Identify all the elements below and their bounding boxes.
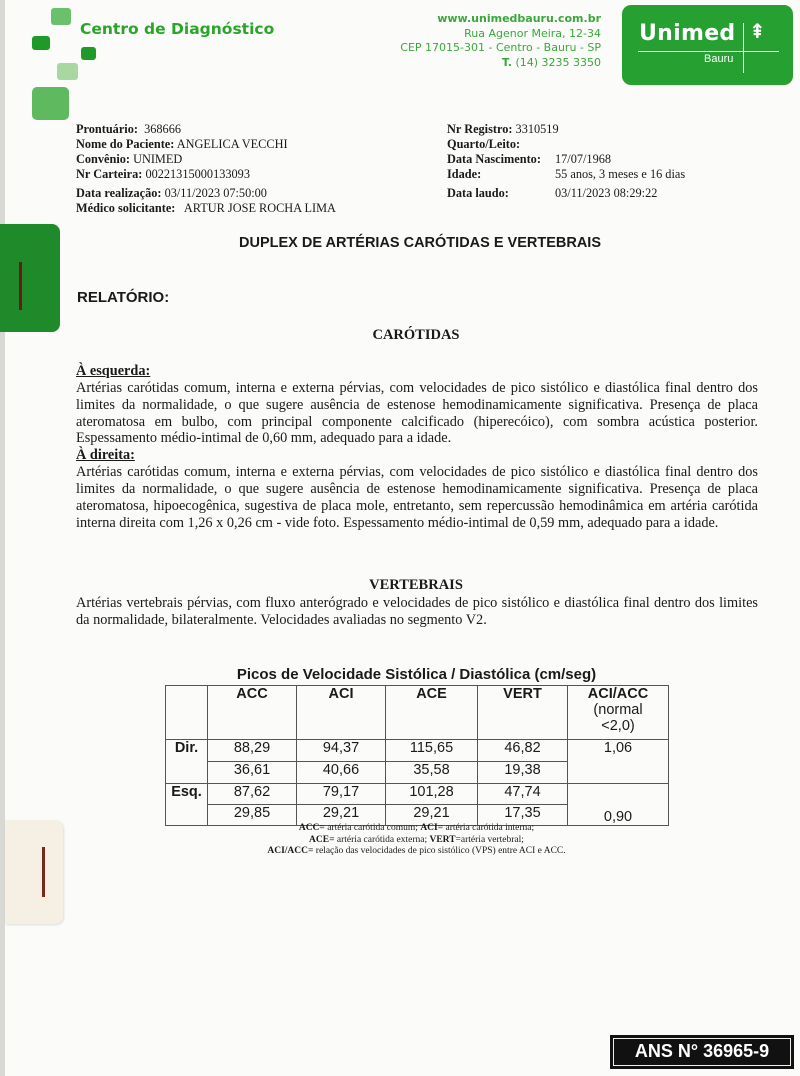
logo-tree-icon: ⇞ <box>749 19 766 43</box>
address: Rua Agenor Meira, 12-34 <box>464 26 601 40</box>
direita-heading: À direita: <box>76 447 135 464</box>
data-realizacao-row <box>76 186 336 201</box>
patient-info-left <box>76 122 336 216</box>
table-cell: 79,17 <box>297 784 386 805</box>
registro-row <box>447 122 559 137</box>
table-header-ratio <box>568 686 669 740</box>
medico-label: Médico solicitante: <box>76 201 176 215</box>
data-laudo-label: Data laudo: <box>447 186 509 200</box>
registro-value: 3310519 <box>515 122 559 136</box>
table-caption: Picos de Velocidade Sistólica / Diastólica (cm/seg) <box>236 666 597 683</box>
logo-hline <box>638 51 779 52</box>
cream-divider-tab <box>5 820 63 924</box>
esquerda-heading: À esquerda: <box>76 363 151 379</box>
table-row <box>166 740 669 762</box>
data-realizacao-value: 03/11/2023 07:50:00 <box>164 186 267 200</box>
ratio-header-line: <2,0) <box>601 718 635 734</box>
carotidas-section <box>76 363 758 531</box>
report-title: DUPLEX DE ARTÉRIAS CARÓTIDAS E VERTEBRAIS <box>239 235 601 251</box>
esquerda-text: Artérias carótidas comum, interna e externa pérvias, com velocidades de pico sistólico e diastólica final dentro dos limites da normalidade, o que sugere ausência de estenose hemodinamicamente significativa. Presença de placa ateromatosa em bulbo, com principal componente calcificado (hiperecóico), com sombra acústica posterior. Espessamento médio-intimal de 0,60 mm, adequado para a idade. <box>76 380 758 447</box>
nascimento-label: Data Nascimento: <box>447 152 541 166</box>
direita-text: Artérias carótidas comum, interna e externa pérvias, com velocidades de pico sistólico e diastólica final dentro dos limites da normalidade, o que sugere ausência de estenose hemodinamicamente significativa. Presença de placa ateromatosa, hipoecogênica, sugestiva de placa mole, entretanto, sem repercussão hemodinâmica em artéria carótida interna direita com 1,26 x 0,26 cm - vide foto. Espessamento médio-intimal de 0,59 mm, adequado para a idade. <box>76 464 758 531</box>
data-laudo-row <box>447 186 658 201</box>
data-realizacao-label: Data realização: <box>76 186 162 200</box>
nome-row <box>76 137 336 152</box>
table-cell: 29,21 <box>386 805 478 826</box>
legend-abbr: ACI= <box>420 823 444 833</box>
registro-label: Nr Registro: <box>447 122 513 136</box>
vertebrais-heading: VERTEBRAIS <box>369 577 463 593</box>
table-cell: 29,85 <box>208 805 297 826</box>
table-cell: 35,58 <box>386 762 478 784</box>
nome-label: Nome do Paciente: <box>76 137 175 151</box>
table-cell: 94,37 <box>297 740 386 762</box>
quarto-row <box>447 137 559 152</box>
patient-info-right <box>447 122 686 201</box>
data-laudo-value: 03/11/2023 08:29:22 <box>555 186 658 200</box>
phone-line <box>400 56 601 71</box>
carteira-label: Nr Carteira: <box>76 167 143 181</box>
website-link[interactable]: www.unimedbauru.com.br <box>437 12 601 25</box>
carteira-value: 00221315000133093 <box>145 167 250 181</box>
nascimento-row <box>447 152 612 167</box>
table-header-cell: ACI <box>297 686 386 740</box>
table-cell: 115,65 <box>386 740 478 762</box>
table-cell: 29,21 <box>297 805 386 826</box>
medico-value: ARTUR JOSE ROCHA LIMA <box>183 201 336 215</box>
table-cell: 40,66 <box>297 762 386 784</box>
table-header-cell: ACE <box>386 686 478 740</box>
table-cell: 19,38 <box>478 762 568 784</box>
vertebrais-text: Artérias vertebrais pérvias, com fluxo anterógrado e velocidades de pico sistólico e diastólica final dentro dos limites da normalidade, bilateralmente. Velocidades avaliadas no segmento V2. <box>76 595 758 628</box>
table-cell: 87,62 <box>208 784 297 805</box>
table-row <box>166 784 669 805</box>
table-cell: 36,61 <box>208 762 297 784</box>
cep-line: CEP 17015-301 - Centro - Bauru - SP <box>400 41 601 54</box>
convenio-label: Convênio: <box>76 152 130 166</box>
ratio-cell: 1,06 <box>568 740 669 784</box>
ratio-header-line: ACI/ACC <box>587 686 649 702</box>
table-header-cell <box>166 686 208 740</box>
table-header-cell: VERT <box>478 686 568 740</box>
legend-line <box>165 846 668 858</box>
legend-line <box>165 823 668 835</box>
table-cell: 101,28 <box>386 784 478 805</box>
legend-abbr: VERT <box>429 834 456 845</box>
logo-square-icon <box>32 36 50 50</box>
legend-text: =artéria vertebral; <box>455 834 524 845</box>
legend-text: artéria carótida interna; <box>443 823 535 833</box>
phone-label: T. <box>501 55 512 69</box>
table-cell: 17,35 <box>478 805 568 826</box>
medico-row <box>76 201 336 216</box>
table-cell: 47,74 <box>478 784 568 805</box>
legend-abbr: ACI/ACC= <box>267 846 314 856</box>
legend-abbr: ACC= <box>298 823 325 833</box>
prontuario-label: Prontuário: <box>76 122 138 136</box>
table-legend <box>165 823 668 858</box>
legend-line <box>165 835 668 847</box>
logo-square-icon <box>81 47 96 60</box>
header-contact <box>400 12 601 70</box>
velocity-table <box>165 685 669 826</box>
side-label: Esq. <box>166 784 208 826</box>
ans-label: ANS N° 36965-9 <box>634 1041 770 1061</box>
prontuario-row <box>76 122 336 137</box>
idade-label: Idade: <box>447 167 482 181</box>
relatorio-label: RELATÓRIO: <box>77 289 170 306</box>
table-header-row <box>166 686 669 740</box>
idade-value: 55 anos, 3 meses e 16 dias <box>555 167 686 181</box>
ratio-cell: 0,90 <box>568 784 669 826</box>
convenio-value: UNIMED <box>133 152 183 166</box>
legend-text: artéria carótida externa; <box>334 834 430 845</box>
logo-vline <box>743 23 744 73</box>
table-cell: 46,82 <box>478 740 568 762</box>
ratio-header-line: (normal <box>593 702 643 718</box>
side-label: Dir. <box>166 740 208 784</box>
legend-abbr: ACE= <box>309 834 335 845</box>
center-name: Centro de Diagnóstico <box>80 20 275 38</box>
ans-badge <box>610 1035 794 1069</box>
prontuario-value: 368666 <box>144 122 181 136</box>
legend-text: artéria carótida comum; <box>324 823 421 833</box>
legend-text: relação das velocidades de pico sistólico (VPS) entre ACI e ACC. <box>313 846 566 856</box>
convenio-row <box>76 152 336 167</box>
logo-square-icon <box>51 8 71 25</box>
logo-brand: Unimed <box>639 21 736 46</box>
logo-square-icon <box>32 87 69 120</box>
table-cell: 88,29 <box>208 740 297 762</box>
nome-value: ANGELICA VECCHI <box>176 137 288 151</box>
unimed-logo <box>622 5 793 85</box>
carteira-row <box>76 167 336 182</box>
logo-square-icon <box>57 63 78 80</box>
tab-clip-icon <box>19 262 22 310</box>
quarto-label: Quarto/Leito: <box>447 137 521 151</box>
nascimento-value: 17/07/1968 <box>555 152 612 166</box>
table-header-cell: ACC <box>208 686 297 740</box>
phone: (14) 3235 3350 <box>515 55 601 69</box>
carotidas-heading: CARÓTIDAS <box>372 327 460 343</box>
logo-city: Bauru <box>704 53 734 65</box>
idade-row <box>447 167 686 182</box>
tab-clip-icon <box>42 847 45 897</box>
